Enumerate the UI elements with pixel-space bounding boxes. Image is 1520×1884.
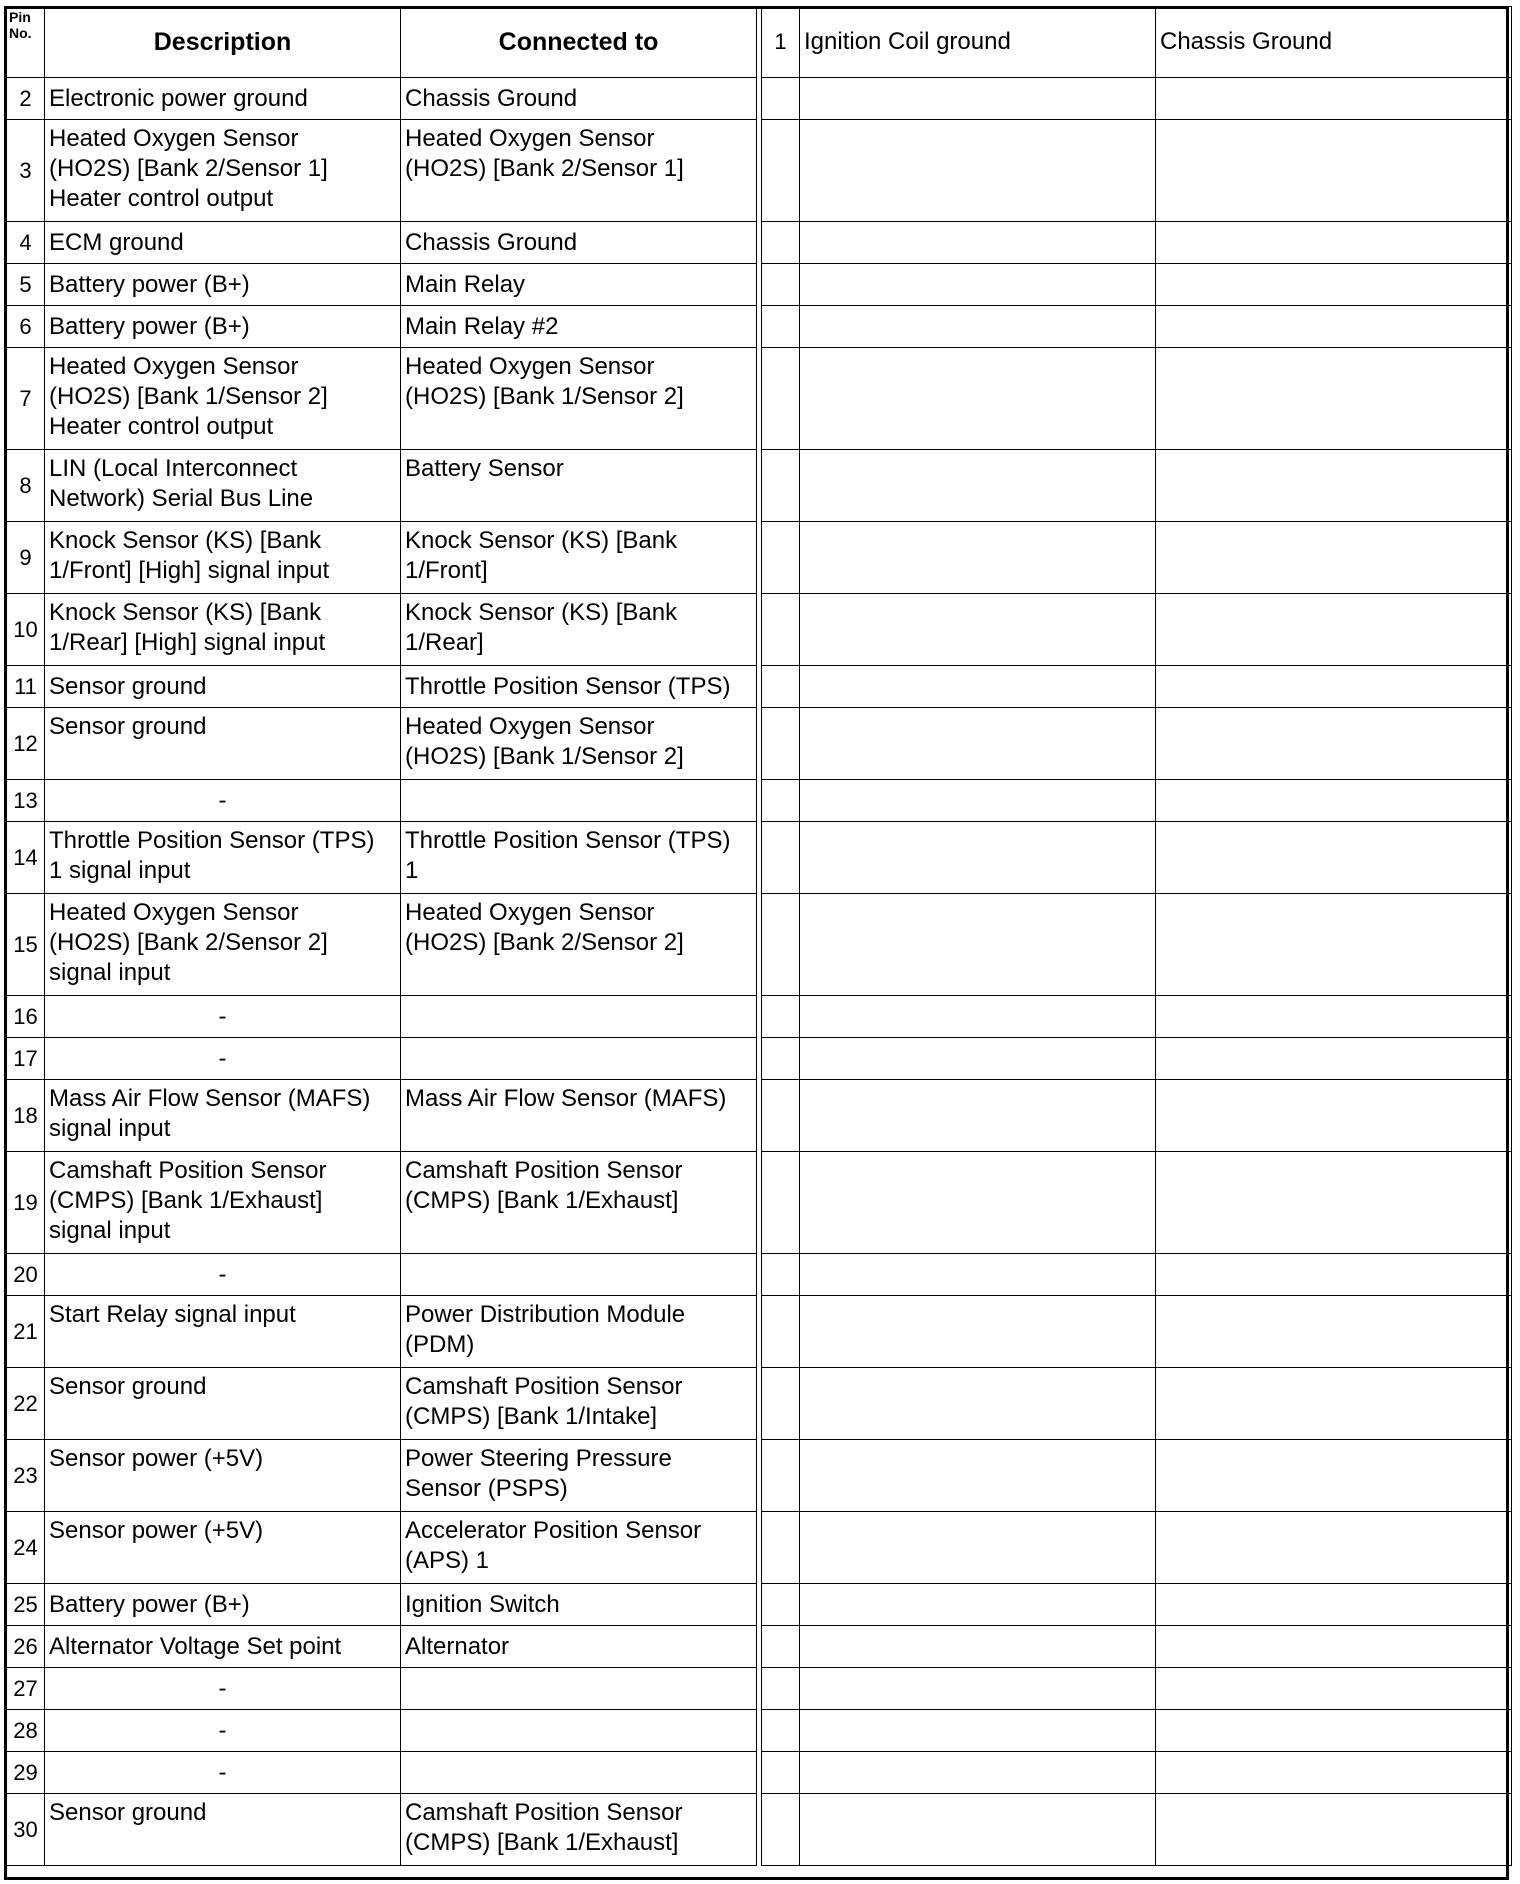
empty-pin-cell	[762, 996, 800, 1038]
empty-description-cell	[800, 120, 1156, 222]
empty-pin-cell	[762, 708, 800, 780]
pin-number-cell: 17	[7, 1038, 45, 1080]
empty-pin-cell	[762, 666, 800, 708]
pin-number-cell: 4	[7, 222, 45, 264]
empty-connected-cell	[1156, 1752, 1512, 1794]
empty-description-cell	[800, 264, 1156, 306]
table-row	[7, 348, 1512, 450]
empty-connected-cell	[1156, 894, 1512, 996]
connected-to-cell: Power Steering Pressure Sensor (PSPS)	[401, 1440, 757, 1512]
table-row	[7, 1296, 1512, 1368]
pin-number-cell: 28	[7, 1710, 45, 1752]
description-cell: Sensor ground	[45, 1794, 401, 1866]
connected-to-cell: Knock Sensor (KS) [Bank 1/Rear]	[401, 594, 757, 666]
empty-connected-cell	[1156, 1254, 1512, 1296]
description-cell: -	[45, 1710, 401, 1752]
empty-connected-cell	[1156, 1584, 1512, 1626]
connected-to-cell	[401, 996, 757, 1038]
empty-pin-cell	[762, 1080, 800, 1152]
description-cell: Camshaft Position Sensor (CMPS) [Bank 1/Exhaust] signal input	[45, 1152, 401, 1254]
description-cell: -	[45, 996, 401, 1038]
connected-to-cell: Chassis Ground	[401, 222, 757, 264]
description-cell: Alternator Voltage Set point	[45, 1626, 401, 1668]
table-row	[7, 708, 1512, 780]
empty-pin-cell	[762, 1626, 800, 1668]
empty-connected-cell	[1156, 348, 1512, 450]
description-cell: -	[45, 780, 401, 822]
empty-connected-cell	[1156, 1152, 1512, 1254]
empty-pin-cell	[762, 822, 800, 894]
connected-to-cell: Throttle Position Sensor (TPS) 1	[401, 822, 757, 894]
connected-to-cell	[401, 1752, 757, 1794]
description-cell: Battery power (B+)	[45, 264, 401, 306]
empty-pin-cell	[762, 450, 800, 522]
connected-to-cell: Battery Sensor	[401, 450, 757, 522]
empty-connected-cell	[1156, 666, 1512, 708]
description-cell: Battery power (B+)	[45, 1584, 401, 1626]
empty-connected-cell	[1156, 708, 1512, 780]
empty-description-cell	[800, 522, 1156, 594]
description-cell: Ignition Coil ground	[800, 7, 1156, 78]
empty-pin-cell	[762, 120, 800, 222]
table-row	[7, 306, 1512, 348]
pin-number-cell: 3	[7, 120, 45, 222]
empty-description-cell	[800, 1080, 1156, 1152]
empty-description-cell	[800, 1752, 1156, 1794]
empty-description-cell	[800, 1296, 1156, 1368]
empty-description-cell	[800, 1038, 1156, 1080]
empty-pin-cell	[762, 1512, 800, 1584]
pin-number-cell: 20	[7, 1254, 45, 1296]
empty-description-cell	[800, 594, 1156, 666]
empty-connected-cell	[1156, 1038, 1512, 1080]
pin-number-cell: 6	[7, 306, 45, 348]
empty-pin-cell	[762, 1710, 800, 1752]
empty-connected-cell	[1156, 306, 1512, 348]
empty-connected-cell	[1156, 996, 1512, 1038]
table-row	[7, 894, 1512, 996]
description-cell: Electronic power ground	[45, 78, 401, 120]
pin-number-cell: 30	[7, 1794, 45, 1866]
table-row	[7, 222, 1512, 264]
empty-pin-cell	[762, 264, 800, 306]
pin-number-cell: 14	[7, 822, 45, 894]
empty-connected-cell	[1156, 1296, 1512, 1368]
connected-to-cell: Chassis Ground	[1156, 7, 1512, 78]
empty-description-cell	[800, 780, 1156, 822]
empty-connected-cell	[1156, 1440, 1512, 1512]
empty-connected-cell	[1156, 1626, 1512, 1668]
pin-number-cell: 2	[7, 78, 45, 120]
connected-to-cell: Throttle Position Sensor (TPS)	[401, 666, 757, 708]
empty-connected-cell	[1156, 1794, 1512, 1866]
description-cell: Mass Air Flow Sensor (MAFS) signal input	[45, 1080, 401, 1152]
description-cell: Heated Oxygen Sensor (HO2S) [Bank 1/Sensor 2] Heater control output	[45, 348, 401, 450]
table-row	[7, 7, 1512, 78]
empty-pin-cell	[762, 306, 800, 348]
empty-pin-cell	[762, 1152, 800, 1254]
empty-pin-cell	[762, 894, 800, 996]
table-row	[7, 780, 1512, 822]
pin-number-cell: 11	[7, 666, 45, 708]
description-cell: -	[45, 1038, 401, 1080]
empty-description-cell	[800, 1440, 1156, 1512]
empty-description-cell	[800, 666, 1156, 708]
empty-pin-cell	[762, 780, 800, 822]
connected-to-cell: Heated Oxygen Sensor (HO2S) [Bank 1/Sensor 2]	[401, 348, 757, 450]
description-cell: Sensor ground	[45, 1368, 401, 1440]
table-row	[7, 1626, 1512, 1668]
connected-to-cell: Main Relay #2	[401, 306, 757, 348]
empty-pin-cell	[762, 348, 800, 450]
description-cell: -	[45, 1668, 401, 1710]
table-row	[7, 1584, 1512, 1626]
table-row	[7, 120, 1512, 222]
table-row	[7, 1710, 1512, 1752]
table-row	[7, 594, 1512, 666]
description-cell: ECM ground	[45, 222, 401, 264]
pin-number-cell: 19	[7, 1152, 45, 1254]
table-row	[7, 822, 1512, 894]
empty-description-cell	[800, 222, 1156, 264]
empty-connected-cell	[1156, 1668, 1512, 1710]
pin-number-cell: 23	[7, 1440, 45, 1512]
pin-number-cell: 7	[7, 348, 45, 450]
pin-number-cell: 25	[7, 1584, 45, 1626]
pin-number-cell: 12	[7, 708, 45, 780]
description-cell: Battery power (B+)	[45, 306, 401, 348]
empty-description-cell	[800, 708, 1156, 780]
connected-to-cell: Heated Oxygen Sensor (HO2S) [Bank 2/Sensor 2]	[401, 894, 757, 996]
empty-description-cell	[800, 996, 1156, 1038]
connected-to-cell	[401, 780, 757, 822]
description-cell: Knock Sensor (KS) [Bank 1/Front] [High] signal input	[45, 522, 401, 594]
empty-connected-cell	[1156, 594, 1512, 666]
connected-to-cell: Accelerator Position Sensor (APS) 1	[401, 1512, 757, 1584]
empty-description-cell	[800, 450, 1156, 522]
pin-number-cell: 16	[7, 996, 45, 1038]
empty-connected-cell	[1156, 120, 1512, 222]
empty-description-cell	[800, 894, 1156, 996]
description-cell: Sensor power (+5V)	[45, 1440, 401, 1512]
empty-connected-cell	[1156, 1080, 1512, 1152]
empty-connected-cell	[1156, 78, 1512, 120]
description-cell: -	[45, 1752, 401, 1794]
empty-pin-cell	[762, 222, 800, 264]
table-row	[7, 1152, 1512, 1254]
empty-description-cell	[800, 1668, 1156, 1710]
table-row	[7, 1254, 1512, 1296]
empty-connected-cell	[1156, 1368, 1512, 1440]
connected-to-cell: Heated Oxygen Sensor (HO2S) [Bank 2/Sensor 1]	[401, 120, 757, 222]
connected-to-cell: Camshaft Position Sensor (CMPS) [Bank 1/Intake]	[401, 1368, 757, 1440]
table-row	[7, 1668, 1512, 1710]
connected-to-cell	[401, 1710, 757, 1752]
table-row	[7, 1752, 1512, 1794]
pin-number-cell: 1	[762, 7, 800, 78]
description-cell: LIN (Local Interconnect Network) Serial Bus Line	[45, 450, 401, 522]
description-cell: Throttle Position Sensor (TPS) 1 signal input	[45, 822, 401, 894]
connected-to-cell: Main Relay	[401, 264, 757, 306]
table-row	[7, 1080, 1512, 1152]
table-row	[7, 996, 1512, 1038]
table-row	[7, 1794, 1512, 1866]
pin-number-cell: 27	[7, 1668, 45, 1710]
pin-number-cell: 9	[7, 522, 45, 594]
empty-pin-cell	[762, 78, 800, 120]
description-cell: Sensor ground	[45, 666, 401, 708]
empty-pin-cell	[762, 1296, 800, 1368]
description-header: Description	[45, 7, 401, 78]
pin-number-cell: 10	[7, 594, 45, 666]
empty-description-cell	[800, 822, 1156, 894]
connected-to-cell: Knock Sensor (KS) [Bank 1/Front]	[401, 522, 757, 594]
empty-description-cell	[800, 306, 1156, 348]
description-cell: Knock Sensor (KS) [Bank 1/Rear] [High] signal input	[45, 594, 401, 666]
connected-to-cell: Power Distribution Module (PDM)	[401, 1296, 757, 1368]
pin-number-cell: 26	[7, 1626, 45, 1668]
connected-to-header: Connected to	[401, 7, 757, 78]
connected-to-cell: Alternator	[401, 1626, 757, 1668]
pin-number-cell: 21	[7, 1296, 45, 1368]
empty-description-cell	[800, 1710, 1156, 1752]
table-row	[7, 1440, 1512, 1512]
connected-to-cell: Mass Air Flow Sensor (MAFS)	[401, 1080, 757, 1152]
empty-pin-cell	[762, 1584, 800, 1626]
empty-description-cell	[800, 1368, 1156, 1440]
table-row	[7, 450, 1512, 522]
empty-connected-cell	[1156, 522, 1512, 594]
connected-to-cell	[401, 1038, 757, 1080]
empty-description-cell	[800, 1254, 1156, 1296]
table-row	[7, 78, 1512, 120]
connected-to-cell: Heated Oxygen Sensor (HO2S) [Bank 1/Sensor 2]	[401, 708, 757, 780]
empty-description-cell	[800, 1794, 1156, 1866]
pin-description-table	[6, 6, 1512, 1866]
table-row	[7, 1512, 1512, 1584]
description-cell: Sensor power (+5V)	[45, 1512, 401, 1584]
description-cell: -	[45, 1254, 401, 1296]
connected-to-cell: Camshaft Position Sensor (CMPS) [Bank 1/Exhaust]	[401, 1152, 757, 1254]
table-row	[7, 522, 1512, 594]
pin-number-cell: 22	[7, 1368, 45, 1440]
pin-number-cell: 8	[7, 450, 45, 522]
connected-to-cell: Ignition Switch	[401, 1584, 757, 1626]
empty-pin-cell	[762, 1794, 800, 1866]
table-row	[7, 666, 1512, 708]
empty-pin-cell	[762, 1038, 800, 1080]
empty-description-cell	[800, 78, 1156, 120]
pin-table	[6, 6, 1512, 1866]
empty-connected-cell	[1156, 1710, 1512, 1752]
empty-pin-cell	[762, 522, 800, 594]
empty-pin-cell	[762, 1368, 800, 1440]
empty-connected-cell	[1156, 1512, 1512, 1584]
table-row	[7, 264, 1512, 306]
description-cell: Heated Oxygen Sensor (HO2S) [Bank 2/Sensor 2] signal input	[45, 894, 401, 996]
pin-number-cell: 24	[7, 1512, 45, 1584]
pin-no-header: Pin No.	[7, 7, 45, 78]
empty-description-cell	[800, 1152, 1156, 1254]
empty-pin-cell	[762, 1254, 800, 1296]
empty-pin-cell	[762, 594, 800, 666]
empty-connected-cell	[1156, 450, 1512, 522]
description-cell: Heated Oxygen Sensor (HO2S) [Bank 2/Sensor 1] Heater control output	[45, 120, 401, 222]
description-cell: Start Relay signal input	[45, 1296, 401, 1368]
empty-description-cell	[800, 348, 1156, 450]
pin-number-cell: 15	[7, 894, 45, 996]
empty-connected-cell	[1156, 822, 1512, 894]
pin-number-cell: 13	[7, 780, 45, 822]
connected-to-cell: Camshaft Position Sensor (CMPS) [Bank 1/Exhaust]	[401, 1794, 757, 1866]
table-row	[7, 1368, 1512, 1440]
empty-pin-cell	[762, 1752, 800, 1794]
connected-to-cell	[401, 1668, 757, 1710]
description-cell: Sensor ground	[45, 708, 401, 780]
pin-number-cell: 29	[7, 1752, 45, 1794]
table-row	[7, 1038, 1512, 1080]
empty-connected-cell	[1156, 264, 1512, 306]
empty-pin-cell	[762, 1668, 800, 1710]
empty-connected-cell	[1156, 780, 1512, 822]
pin-number-cell: 5	[7, 264, 45, 306]
empty-description-cell	[800, 1512, 1156, 1584]
pin-number-cell: 18	[7, 1080, 45, 1152]
empty-connected-cell	[1156, 222, 1512, 264]
connected-to-cell	[401, 1254, 757, 1296]
connected-to-cell: Chassis Ground	[401, 78, 757, 120]
empty-description-cell	[800, 1626, 1156, 1668]
empty-pin-cell	[762, 1440, 800, 1512]
empty-description-cell	[800, 1584, 1156, 1626]
